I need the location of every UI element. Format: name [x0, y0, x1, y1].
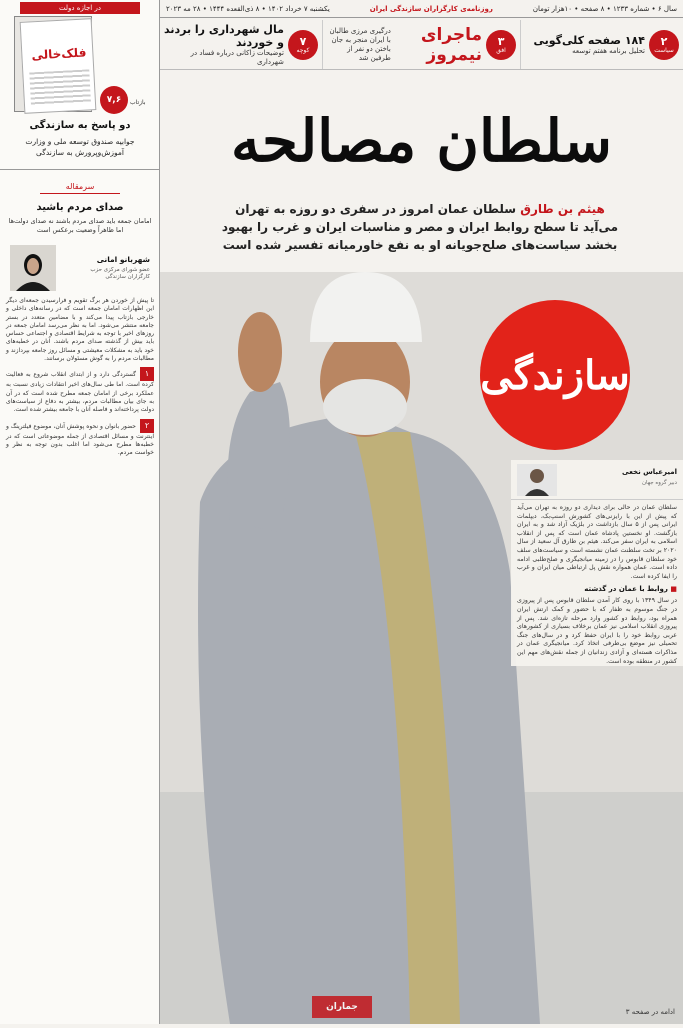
editorial-section-1 [0, 367, 160, 414]
promo-price-badge: ۷,۶ [100, 86, 128, 114]
main-story [160, 72, 683, 1024]
editorial-section-2 [0, 419, 160, 458]
teaser-2-badge: ۳ افق [486, 30, 516, 60]
story-column [511, 460, 683, 666]
teaser-3[interactable] [160, 20, 322, 69]
author-role: عضو شورای مرکزی حزب کارگزاران سازندگی [90, 267, 150, 280]
author-name: شهربانو امانی [96, 255, 150, 264]
paper-name: روزنامه‌ی کارگزاران سازندگی ایران [369, 4, 493, 13]
promo-label: در اجازه دولت [20, 2, 140, 14]
editorial-body-1: تا پیش از خوردن هر برگ تقویم و فرارسیدن جمعه‌ای دیگر این اظهارات امامان جمعه است که در رسانه‌های داخلی و خارجی بازتاب پیدا می‌کند و با مضامین متعدد در بستر جامعه منتشر می‌شود. اما به نظر می‌رسد امامان جمعه در روزهای اخیر با توجه به شرایط اقتصادی و اجتماعی حساس باید بیش از گذشته صدای مردم باشند. آنان در خطبه‌های خود باید به مشکلات معیشتی و مسائل روز جامعه بپردازند و مطالبات مردم را به گوش مسئولان برسانند. [6, 297, 154, 363]
section-number-2: ۲ [140, 419, 154, 433]
main-deck [220, 200, 620, 254]
promo-cover-headline: فلک‌خالی [31, 45, 87, 63]
editorial-lede: امامان جمعه باید صدای مردم باشند نه صدای دولت‌ها اما ظاهراً وضعیت برعکس است [8, 217, 152, 234]
story-body-2: در سال ۱۳۴۹ با روی کار آمدن سلطان قابوس پس از پیروزی در جنگ موسوم به ظفار که با حضور و کمک ارتش ایران همراه بود، روابط دو کشور وارد مرحله تازه‌ای شد. پس از پیروزی انقلاب اسلامی نیز عمان برخلاف بسیاری از کشورهای عربی روابط خود را با ایران حفظ کرد و در سال‌های جنگ تحمیلی نیز موضع بی‌طرفی اتخاذ کرد. میانجیگری عمان در مذاکرات هسته‌ای و آزادی زندانیان از جمله نقش‌های مهم این کشور در منطقه بوده است. [517, 597, 677, 665]
teaser-row [160, 20, 683, 70]
teaser-3-title: مال شهرداری را بردند و خوردند [163, 22, 284, 49]
editorial-body-3: حضور بانوان و نحوه پوشش آنان، موضوع فیلترینگ و اینترنت و مسائل اقتصادی از جمله موضوعاتی است که در خطبه‌ها مطرح می‌شود اما اغلب بدون توجه به نظر و خواست مردم. [6, 422, 154, 457]
teaser-3-sub: توضیحات زاکانی درباره فساد در شهرداری [190, 48, 284, 66]
promo-box[interactable] [0, 0, 160, 170]
teaser-2-sub: درگیری مرزی طالبان با ایران منجر به جان باختن دو نفر از طرفین شد [329, 26, 391, 62]
left-column [0, 0, 160, 1024]
editorial [0, 182, 160, 457]
editorial-body-2: گستردگی دارد و از ابتدای انقلاب شروع به فعالیت کرده است. اما طی سال‌های اخیر انتقادات زیادی نسبت به عملکرد برخی از امامان جمعه مطرح شده است که در آن به جای بیان مطالبات مردم، بیشتر به دفاع از سیاست‌های دولت پرداخته‌اند و فاصله آنان با جامعه بیشتر شده است. [6, 371, 154, 414]
story-author [511, 460, 683, 500]
promo-cover-lines [29, 69, 91, 106]
story-subhead: ■ روابط با عمان در گذشته [511, 581, 683, 593]
masthead [160, 0, 683, 18]
promo-subtitle: جوابیه صندوق توسعه ملی و وزارت آموزش‌وپرورش به سازندگی [25, 137, 135, 157]
deck-text: سلطان عمان امروز در سفری دو روزه به تهران می‌آید تا سطح روابط ایران و مصر و مناسبات ایران و غرب را بهبود بخشد سیاست‌های صلح‌جویانه او به نفع خاورمیانه تفسیر شده است [221, 202, 619, 252]
continue-link[interactable]: ادامه در صفحه ۳ [625, 1008, 675, 1016]
teaser-3-badge: ۷ کوچه [288, 30, 318, 60]
teaser-2[interactable] [322, 20, 520, 69]
editorial-author [0, 243, 160, 297]
promo-thumbnail [20, 18, 97, 114]
sazandegi-logo: سازندگی [480, 300, 630, 450]
story-author-name: امیرعباس نخعی [621, 468, 677, 476]
teaser-1-title: ۱۸۴ صفحه کلی‌گویی [533, 33, 645, 47]
deck-highlight: هیثم بن طارق [520, 202, 605, 216]
teaser-1-badge: ۲ سیاست [649, 30, 679, 60]
story-author-photo [517, 464, 557, 496]
story-author-role: دبیر گروه جهان [641, 480, 677, 486]
teaser-1[interactable] [520, 20, 683, 69]
promo-price-label: بازتاب [130, 99, 146, 106]
main-headline[interactable]: سلطان مصالحه [230, 107, 613, 175]
teaser-1-sub: تحلیل برنامه هفتم توسعه [572, 46, 645, 55]
issue-date: یکشنبه ۷ خرداد ۱۴۰۲ • ۸ ذی‌القعده ۱۴۴۴ • ۲۸ مه ۲۰۲۳ [166, 4, 330, 13]
promo-title: دو پاسخ به سازندگی [29, 120, 131, 131]
story-body-1: سلطان عمان در حالی برای دیداری دو روزه به تهران می‌آید که پیش از این با رایزنی‌های کشورش اسنپ‌بک، دیپلمات ایرانی پس از ۵ سال بازداشت در بلژیک آزاد شد و به ایران بازگشت. او نخستین پادشاه عمان است که پس از انقلاب اسلامی به ایران سفر می‌کند. هیثم بن طارق آل سعید از سال ۲۰۲۰ بر تخت سلطنت عمان نشسته است و سیاست‌های سلف خود سلطان قابوس را در زمینه میانجیگری و صلح‌طلبی ادامه داده است. عمان همواره نقش پل ارتباطی میان ایران و غرب را ایفا کرده است. [517, 504, 678, 580]
editorial-label: سرمقاله [40, 182, 120, 194]
photo-credit-logo: جماران [312, 996, 372, 1018]
editorial-title[interactable]: صدای مردم باشید [36, 202, 124, 213]
author-photo [10, 245, 56, 291]
teaser-2-title: ماجرای نیمروز [420, 24, 483, 65]
issue-info: سال ۶ • شماره ۱۲۳۳ • ۸ صفحه • ۱۰هزار تومان [532, 4, 677, 13]
section-number-1: ۱ [140, 367, 154, 381]
